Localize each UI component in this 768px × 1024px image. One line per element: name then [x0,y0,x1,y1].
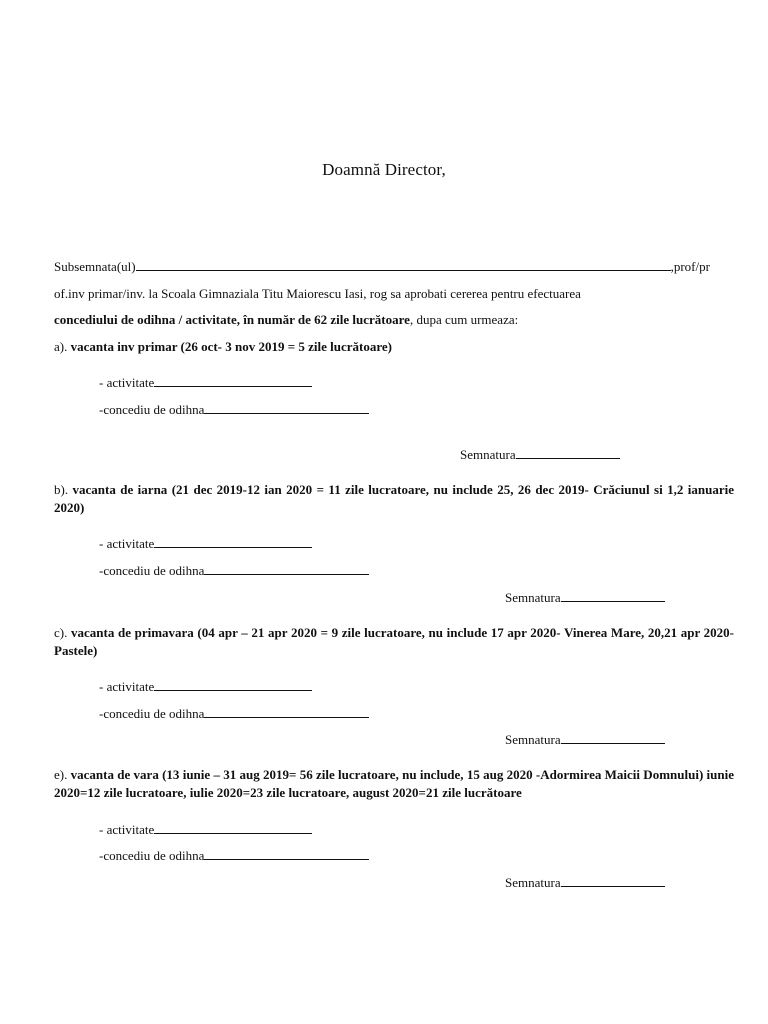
activitate-blank-line [154,678,312,691]
section-letter: c). [54,625,68,640]
section-e-heading [54,766,734,802]
section-b-activitate [99,535,312,553]
section-title: vacanta de iarna (21 dec 2019-12 ian 2020 = 11 zile lucratoare, nu include 25, 26 dec 2019- Crăciunul si 1,2 ianuarie 2020) [54,482,734,515]
intro-line-1 [54,258,734,276]
semnatura-label: Semnatura [460,447,516,462]
concediu-label: -concediu de odihna [99,848,205,863]
section-a-concediu [99,401,369,419]
semnatura-label: Semnatura [505,875,561,890]
activitate-label: - activitate [99,822,155,837]
intro-line-3 [54,311,734,329]
signature-blank-line [516,446,620,459]
name-blank-line [136,258,671,271]
section-a-activitate [99,374,312,392]
semnatura-label: Semnatura [505,732,561,747]
signature-blank-line [561,589,665,602]
intro-name-label: Subsemnata(ul) [54,259,136,274]
signature-blank-line [561,874,665,887]
section-b-concediu [99,562,369,580]
semnatura-label: Semnatura [505,590,561,605]
intro-profession-start: ,prof/pr [670,259,710,274]
document-title: Doamnă Director, [322,160,446,179]
section-letter: e). [54,767,68,782]
intro-leave-request: concediului de odihna / activitate, în număr de 62 zile lucrătoare [54,312,410,327]
section-e-activitate [99,821,312,839]
section-c-heading [54,624,734,660]
activitate-blank-line [154,535,312,548]
section-title: vacanta de primavara (04 apr – 21 apr 2020 = 9 zile lucratoare, nu include 17 apr 2020- Vinerea Mare, 20,21 apr 2020- Pastele) [54,625,735,658]
section-c-concediu [99,705,369,723]
concediu-label: -concediu de odihna [99,706,205,721]
section-title: vacanta inv primar (26 oct- 3 nov 2019 = 5 zile lucrătoare) [70,339,393,354]
section-letter: a). [54,339,68,354]
concediu-label: -concediu de odihna [99,563,205,578]
concediu-blank-line [204,401,369,414]
section-e-signature [505,874,665,892]
concediu-label: -concediu de odihna [99,402,205,417]
concediu-blank-line [204,562,369,575]
section-a-signature [460,446,620,464]
activitate-label: - activitate [99,375,155,390]
concediu-blank-line [204,705,369,718]
section-title: vacanta de vara (13 iunie – 31 aug 2019= 56 zile lucratoare, nu include, 15 aug 2020 -Adormirea Maicii Domnului) iunie 2020=12 zile lucratoare, iulie 2020=23 zile lucratoare, august 2020=21 zile lucrătoare [54,767,735,800]
section-b-heading [54,481,734,517]
intro-line-2: of.inv primar/inv. la Scoala Gimnaziala Titu Maiorescu Iasi, rog sa aprobati cererea pentru efectuarea [54,286,581,301]
section-letter: b). [54,482,69,497]
section-c-signature [505,731,665,749]
section-b-signature [505,589,665,607]
intro-line-3-rest: , dupa cum urmeaza: [409,312,519,327]
section-a-heading [54,338,734,356]
section-e-concediu [99,847,369,865]
activitate-label: - activitate [99,679,155,694]
activitate-label: - activitate [99,536,155,551]
activitate-blank-line [154,821,312,834]
concediu-blank-line [204,847,369,860]
activitate-blank-line [154,374,312,387]
signature-blank-line [561,731,665,744]
section-c-activitate [99,678,312,696]
